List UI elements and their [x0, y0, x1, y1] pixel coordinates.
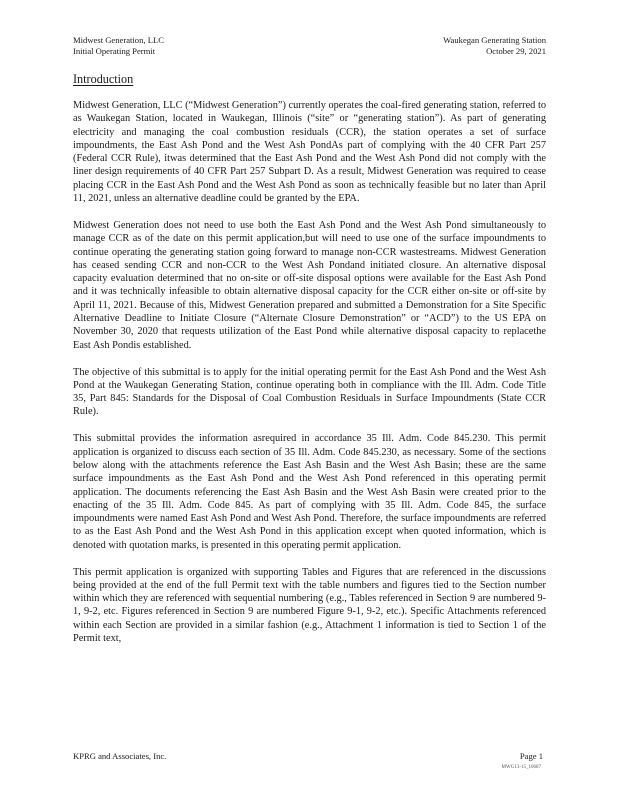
document-body — [73, 99, 546, 659]
paragraph-3: The objective of this submittal is to apply for the initial operating permit for the East Ash Pond and the West Ash Pond at the Waukegan Generating Station, continue operating both in compliance with the Ill. Adm. Code Title 35, Part 845: Standards for the Disposal of Coal Combustion Residuals in Surface Impoundments (State CCR Rule). — [73, 366, 546, 418]
header-left — [73, 35, 164, 56]
header-company: Midwest Generation, LLC — [73, 35, 164, 45]
header-station: Waukegan Generating Station — [443, 35, 546, 45]
footer-bates-code: MWG13-15_10687 — [501, 765, 541, 770]
header-document-type: Initial Operating Permit — [73, 45, 156, 56]
header-date: October 29, 2021 — [486, 45, 546, 56]
section-title: Introduction — [73, 72, 134, 86]
header-right — [443, 35, 546, 56]
footer-page-number: Page 1 — [519, 751, 543, 761]
paragraph-5: This permit application is organized with supporting Tables and Figures that are referenced in the discussions being provided at the end of the full Permit text with the table numbers and figures tied to the Section number within which they are referenced with sequential numbering (e.g., Tables referenced in Section 9 are numbered 9-1, 9-2, etc. Figures referenced in Section 9 are numbered Figure 9-1, 9-2, etc.). Specific Attachments referenced within each Section are provided in a similar fashion (e.g., Attachment 1 information is tied to Section 1 of the Permit text, — [73, 566, 546, 645]
paragraph-4: This submittal provides the information asrequired in accordance 35 Ill. Adm. Code 845.230. This permit application is organized to discuss each section of 35 Ill. Adm. Code 845.230, as necessary. Some of the sections below along with the attachments reference the East Ash Basin and the West Ash Basin; these are the same surface impoundments as the East Ash Pond and the West Ash Pond referenced in this operating permit application. The documents referencing the East Ash Basin and the West Ash Basin were created prior to the enacting of the 35 Ill. Adm. Code 845. As part of complying with 35 Ill. Adm. Code 845, the surface impoundments were named East Ash Pond and West Ash Pond. Therefore, the surface impoundments are referred to as the East Ash Pond and the West Ash Pond in this application except when quoted information, which is denoted with quotation marks, is presented in this operating permit application. — [73, 433, 546, 551]
footer-company: KPRG and Associates, Inc. — [73, 751, 167, 761]
paragraph-1: Midwest Generation, LLC (“Midwest Generation”) currently operates the coal-fired generating station, referred to as Waukegan Station, located in Waukegan, Illinois (“site” or “generating station”). As part of generating electricity and managing the coal combustion residuals (CCR), the station operates a set of surface impoundments, the East Ash Pond and the West Ash PondAs part of complying with the 40 CFR Part 257 (Federal CCR Rule), itwas determined that the East Ash Pond and the West Ash Pond did not comply with the liner design requirements of 40 CFR Part 257 Subpart D. As a result, Midwest Generation was required to cease placing CCR in the East Ash Pond and the West Ash Pond as soon as technically feasible but no later than April 11, 2021, unless an alternative deadline could be granted by the EPA. — [73, 100, 546, 205]
paragraph-2: Midwest Generation does not need to use both the East Ash Pond and the West Ash Pond simultaneously to manage CCR as of the date on this permit application,but will need to use one of the surface impoundments to continue operating the generating station going forward to manage non-CCR wastestreams. Midwest Generation has ceased sending CCR and non-CCR to the West Ash Pondand initiated closure. An alternative disposal capacity evaluation determined that no on-site or off-site disposal options were available for the East Ash Pond and it was technically infeasible to obtain alternative disposal capacity for the CCR either on-site or off-site by April 11, 2021. Because of this, Midwest Generation prepared and submitted a Demonstration for a Site Specific Alternative Deadline to Initiate Closure (“Alternate Closure Demonstration” or “ACD”) to the US EPA on November 30, 2020 that requests utilization of the East Pond while alternative disposal capacity to replacethe East Ash Pondis established. — [73, 219, 546, 351]
